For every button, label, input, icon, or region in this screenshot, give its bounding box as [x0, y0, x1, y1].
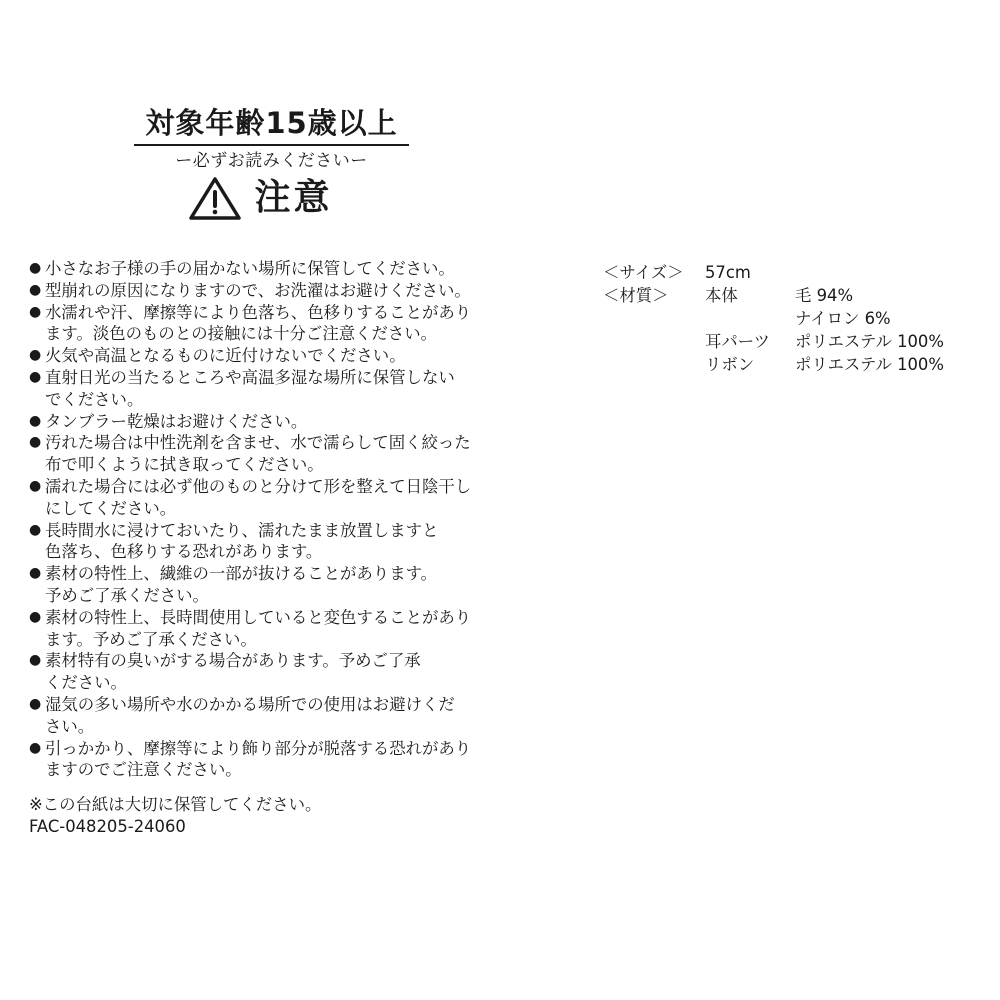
bullet-icon: ●	[29, 281, 42, 298]
bullet-icon: ●	[29, 434, 42, 451]
warning-text: 濡れた場合には必ず他のものと分けて形を整えて日陰干し にしてください。	[45, 476, 472, 518]
caution-heading	[112, 174, 409, 222]
list-item	[29, 432, 509, 476]
list-item	[29, 476, 509, 520]
list-item	[29, 520, 509, 564]
list-item	[29, 738, 509, 782]
caution-header	[134, 104, 409, 222]
warning-list	[29, 258, 509, 781]
age-restriction-title: 対象年齢15歳以上	[134, 104, 409, 146]
warning-text: 引っかかり、摩擦等により飾り部分が脱落する恐れがあり ますのでご注意ください。	[45, 738, 472, 780]
warning-text: 直射日光の当たるところや高温多湿な場所に保管しない でください。	[45, 367, 455, 409]
footer	[29, 794, 321, 838]
material-part: 本体	[705, 286, 738, 305]
list-item	[29, 367, 509, 411]
caution-title: 注意	[254, 177, 333, 218]
bullet-icon: ●	[29, 412, 42, 429]
bullet-icon: ●	[29, 347, 42, 364]
list-item	[29, 563, 509, 607]
warning-text: 汚れた場合は中性洗剤を含ませ、水で濡らして固く絞った 布で叩くように拭き取ってください。	[45, 433, 471, 475]
read-notice: ー必ずお読みくださいー	[175, 151, 368, 171]
bullet-icon: ●	[29, 608, 42, 625]
material-part: リボン	[705, 355, 755, 374]
list-item	[29, 258, 509, 280]
warning-text: 湿気の多い場所や水のかかる場所での使用はお避けくだ さい。	[45, 694, 455, 736]
warning-text: タンブラー乾燥はお避けください。	[45, 411, 308, 431]
warning-text: 素材の特性上、長時間使用していると変色することがあり ます。予めご了承ください。	[45, 607, 472, 649]
warning-text: 長時間水に浸けておいたり、濡れたまま放置しますと 色落ち、色移りする恐れがあります。	[45, 520, 439, 562]
bullet-icon: ●	[29, 477, 42, 494]
warning-text: 素材の特性上、繊維の一部が抜けることがあります。 予めご了承ください。	[45, 564, 438, 605]
material-part: 耳パーツ	[705, 332, 770, 351]
keep-card-note: ※この台紙は大切に保管してください。	[29, 795, 322, 814]
material-composition: ポリエステル 100%	[795, 332, 944, 351]
bullet-icon: ●	[29, 521, 42, 538]
bullet-icon: ●	[29, 368, 42, 385]
product-code: FAC-048205-24060	[29, 817, 186, 836]
size-label: ＜サイズ＞	[603, 263, 684, 282]
material-composition: ナイロン 6%	[795, 309, 891, 328]
list-item	[29, 280, 509, 302]
warning-triangle-icon	[188, 175, 242, 221]
warning-text: 素材特有の臭いがする場合があります。予めご了承 ください。	[45, 651, 421, 693]
list-item	[29, 345, 509, 367]
list-item	[29, 650, 509, 694]
list-item	[29, 694, 509, 738]
list-item	[29, 302, 509, 346]
material-composition: 毛 94%	[795, 286, 854, 305]
warning-text: 火気や高温となるものに近付けないでください。	[45, 346, 406, 366]
warning-text: 小さなお子様の手の届かない場所に保管してください。	[45, 259, 455, 278]
bullet-icon: ●	[29, 652, 42, 669]
material-label: ＜材質＞	[603, 286, 669, 305]
material-composition: ポリエステル 100%	[795, 355, 944, 374]
list-item	[29, 607, 509, 651]
size-value: 57cm	[705, 263, 751, 282]
warning-text: 型崩れの原因になりますので、お洗濯はお避けください。	[45, 280, 471, 300]
bullet-icon: ●	[29, 695, 42, 712]
bullet-icon: ●	[29, 565, 42, 582]
list-item	[29, 411, 509, 433]
bullet-icon: ●	[29, 260, 42, 276]
bullet-icon: ●	[29, 739, 42, 756]
warning-text: 水濡れや汗、摩擦等により色落ち、色移りすることがあり ます。淡色のものとの接触には十分ご注意ください。	[45, 302, 472, 344]
bullet-icon: ●	[29, 303, 42, 320]
